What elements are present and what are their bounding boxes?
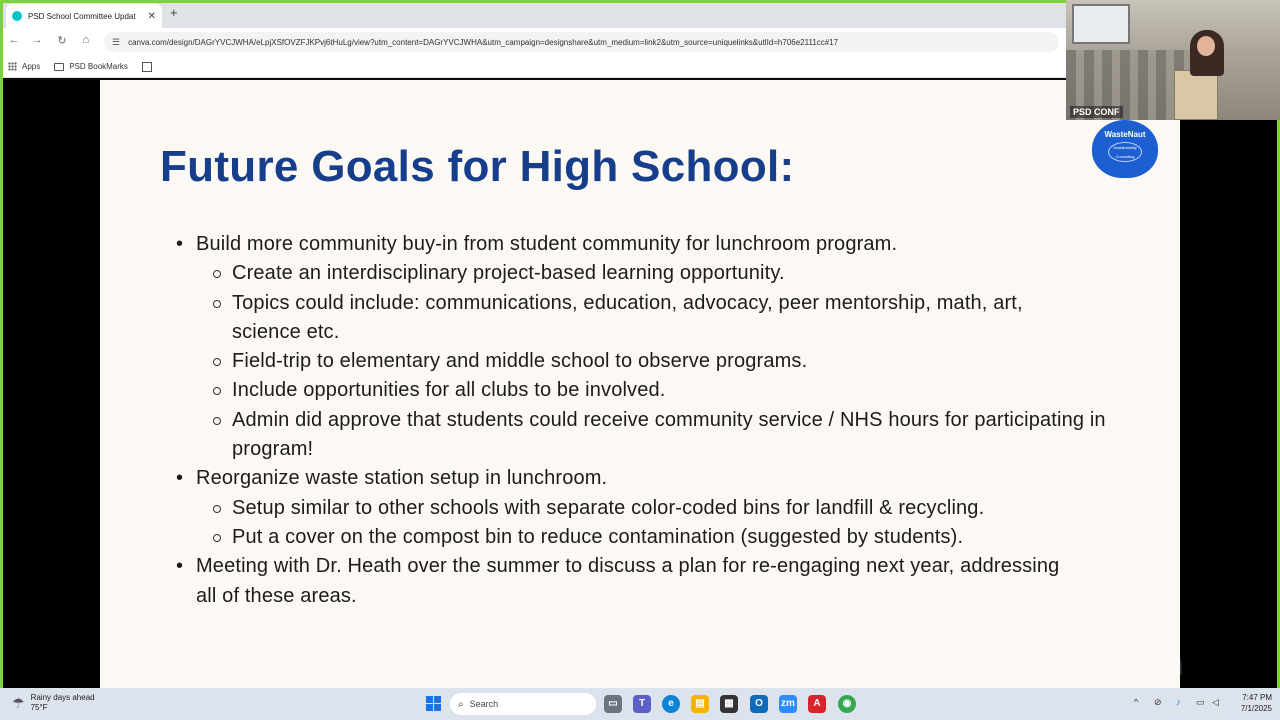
close-icon[interactable]: ✕: [147, 10, 156, 22]
clock-date: 7/1/2025: [1240, 704, 1272, 713]
weather-widget[interactable]: [12, 693, 95, 713]
webcam-tile[interactable]: [1066, 0, 1280, 120]
clock-time: 7:47 PM: [1242, 693, 1272, 702]
sub-bullet-item: Topics could include: communications, education, advocacy, peer mentorship, math, art, science etc.: [176, 289, 1076, 348]
browser-tab[interactable]: [6, 4, 162, 28]
windows-start-icon[interactable]: [426, 696, 441, 711]
outlook-icon[interactable]: O: [750, 695, 768, 713]
chrome-icon[interactable]: ◉: [838, 695, 856, 713]
bullet-item: • Reorganize waste station setup in lunchroom.: [176, 464, 1136, 493]
tray-mic-icon[interactable]: ♪: [1176, 697, 1181, 707]
bookmark-apps-label: Apps: [22, 62, 41, 71]
bookmark-grid[interactable]: [142, 62, 157, 72]
sub-bullet-item: Admin did approve that students could receive community service / NHS hours for participating in program!: [176, 406, 1116, 465]
sub-bullet-item: Field-trip to elementary and middle school to observe programs.: [176, 347, 1136, 376]
sub-bullet-item: Include opportunities for all clubs to be involved.: [176, 376, 1136, 405]
logo-name: WasteNaut: [1104, 130, 1146, 139]
tray-chevron-icon[interactable]: ^: [1134, 697, 1139, 707]
folder-icon: [54, 63, 64, 71]
windows-taskbar: [0, 688, 1280, 720]
slide-title: Future Goals for High School:: [160, 142, 795, 191]
edge-icon[interactable]: e: [662, 695, 680, 713]
cam-face: [1197, 36, 1215, 56]
back-icon[interactable]: ←: [8, 34, 20, 46]
bullet-item: • Build more community buy-in from student community for lunchroom program.: [176, 230, 1136, 259]
search-placeholder: Search: [469, 699, 499, 709]
file-explorer-icon[interactable]: ▤: [691, 695, 709, 713]
search-icon: ⌕: [458, 698, 464, 710]
logo-ring: Sustainability Consulting: [1108, 142, 1142, 162]
presentation-slide: [100, 80, 1180, 688]
bookmarks-bar: [0, 56, 1066, 78]
tab-title: PSD School Committee Updat: [28, 11, 136, 21]
bookmark-apps[interactable]: [8, 62, 40, 71]
cam-window: [1072, 4, 1130, 44]
bullet-item: • Meeting with Dr. Heath over the summer to discuss a plan for re-engaging next year, addressing all of these areas.: [176, 552, 1076, 611]
teams-icon[interactable]: T: [633, 695, 651, 713]
store-icon[interactable]: ▦: [720, 695, 738, 713]
browser-tabbar: [0, 0, 1066, 28]
rain-cloud-icon: ☂: [12, 694, 25, 711]
weather-forecast: Rainy days ahead: [30, 693, 95, 702]
site-info-icon[interactable]: ☰: [112, 36, 121, 47]
bookmark-psd-label: PSD BookMarks: [69, 62, 128, 71]
grid-icon: [142, 62, 152, 72]
weather-temp: 75°F: [30, 703, 48, 712]
sub-bullet-item: Setup similar to other schools with separate color-coded bins for landfill & recycling.: [176, 494, 1176, 523]
acrobat-icon[interactable]: A: [808, 695, 826, 713]
participant-name: PSD CONF: [1070, 106, 1123, 118]
system-clock[interactable]: [1228, 692, 1272, 714]
browser-toolbar: [0, 28, 1066, 56]
volume-icon[interactable]: ◁: [1212, 697, 1219, 707]
bullet-list: [176, 230, 1136, 611]
slide-margin-left: [3, 80, 100, 688]
wifi-icon[interactable]: ▭: [1196, 697, 1205, 707]
wastenaut-logo: [1092, 120, 1158, 178]
zoom-icon[interactable]: zm: [779, 695, 797, 713]
weather-text: [31, 693, 95, 713]
canva-favicon-icon: [12, 11, 22, 21]
sub-bullet-item: Put a cover on the compost bin to reduce contamination (suggested by students).: [176, 523, 1176, 552]
tray-network-off-icon[interactable]: ⊘: [1154, 697, 1162, 707]
slide-margin-right: [1180, 120, 1280, 688]
home-icon[interactable]: ⌂: [82, 34, 90, 46]
address-bar[interactable]: [104, 32, 1059, 52]
task-view-icon[interactable]: ▭: [604, 695, 622, 713]
sub-bullet-item: Create an interdisciplinary project-based learning opportunity.: [176, 259, 1136, 288]
bookmark-psd[interactable]: [54, 62, 128, 71]
taskbar-search[interactable]: [450, 693, 596, 715]
cam-podium: [1174, 70, 1218, 120]
reload-icon[interactable]: ↻: [57, 35, 67, 47]
apps-grid-icon: [8, 62, 17, 71]
new-tab-button[interactable]: +: [170, 5, 178, 20]
url-text: canva.com/design/DAGrYVCJWHA/eLpjXSfOVZFJKPvj6tHuLg/view?utm_content=DAGrYVCJWHA&utm_campaign=designshare&utm_medium=link2&utm_source=uniquelinks&utlId=h706e2111cc#17: [128, 37, 839, 47]
forward-icon[interactable]: →: [31, 34, 43, 46]
zoom-watermark: zoom: [1098, 645, 1183, 683]
